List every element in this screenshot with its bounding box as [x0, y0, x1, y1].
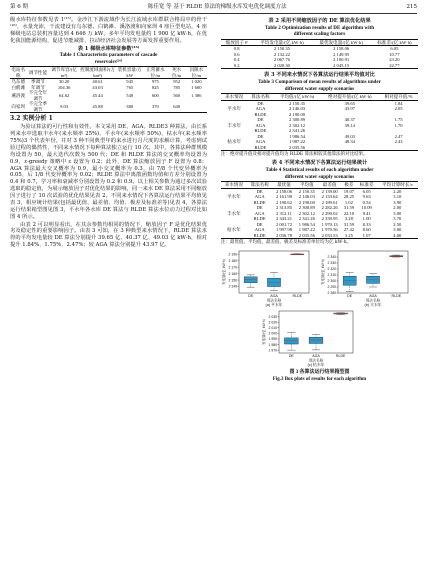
- table1-cell: 540: [126, 93, 134, 99]
- figure-3-boxplots: [221, 248, 418, 370]
- table4-header-1: 算法名称: [247, 182, 273, 189]
- y-tick-label: 1 990: [268, 337, 277, 342]
- table2-cell: 22.77: [371, 63, 418, 69]
- table3-cell: 2.43: [394, 139, 403, 145]
- table3-caption-en: Table 3 Comparison of mean results of algorithms under: [258, 79, 381, 86]
- table4-cell: 2 300.89: [298, 205, 315, 211]
- table3-cell: 2 035.56: [274, 145, 321, 151]
- table4-cell: 3.28: [344, 216, 353, 222]
- table2-cell: 2 067.76: [273, 57, 290, 63]
- table3-cell: 1.84: [394, 100, 403, 106]
- table2-cell: 10.77: [389, 51, 400, 57]
- table4-cell: 2 302.12: [298, 210, 315, 216]
- y-tick-label: 2 280: [327, 291, 336, 296]
- table2-cell: 0.6: [233, 51, 240, 57]
- table4-cell: 2 139.00: [321, 188, 338, 194]
- table1-cell: 9.03: [49, 101, 78, 113]
- table3-cell: 2.05: [394, 106, 403, 112]
- table4-cell: 2 033.53: [318, 233, 341, 239]
- table4-cell: DE: [256, 188, 263, 194]
- table3-cell: 2.47: [394, 133, 403, 139]
- panel-caption: (c) 枯水年: [307, 363, 325, 368]
- table4-cell: 1 970.56: [321, 227, 338, 233]
- table1-header-7: 汛限水位/m: [186, 67, 207, 79]
- table4-cell: 2 161.90: [275, 194, 293, 200]
- table1-cell: 1 020: [191, 79, 202, 85]
- y-tick-label: 2 300: [327, 279, 336, 284]
- y-tick-label: 2 020: [268, 320, 277, 325]
- page-number: 215: [406, 4, 417, 10]
- table3-cell: 49.03: [344, 133, 355, 139]
- issue-number: 第 6 期: [10, 4, 28, 10]
- table4-caption-en: Table 4 Statistical results of each algorithm under: [265, 167, 374, 174]
- x-axis-label: 算法名称: [266, 298, 282, 303]
- table4-cell: 2 190.62: [275, 199, 293, 205]
- table-row: [221, 63, 418, 69]
- table1-cell: [186, 101, 207, 113]
- table1-cell: 640: [168, 101, 186, 113]
- figure-caption-cn: 图 3 各算法运行结果箱型图: [289, 370, 350, 376]
- running-title: 陈佳宽 等 基于 RLDE 算法的梯级水库发电优化调度方法: [147, 4, 287, 10]
- table4-cell: 8.60: [362, 227, 371, 233]
- table4-cell: AGA: [254, 210, 265, 216]
- panel-caption: (a) 平水年: [265, 303, 283, 308]
- table3-cell: 2 302.12: [288, 122, 306, 128]
- paragraph-analysis: 由表 2 可以明显看出，在其余参数均相同的情况下，缩放因子 F 是优化结果优劣及稳定性的重要影响因子。由表 3 可知，在 3 种典型来水情况下，RLDE 算法求得的平均发电量较 DE 算法分别提升 39.65 亿、40.37 亿、49.03 亿 kW·h，相对提升 1.84%、1.75%、2.47%；较 AGA 算法分别提升 43.97 亿、: [10, 221, 207, 249]
- y-tick-label: 2 150: [228, 278, 237, 283]
- section-heading-3-2: 3.2 实例分析 1: [10, 115, 53, 123]
- table4-cell: 2.00: [393, 205, 402, 211]
- table4-cell: 2 282.26: [321, 205, 338, 211]
- table4-cell: DE: [256, 205, 263, 211]
- left-column: [10, 17, 207, 250]
- table4-header-2: 最优值: [273, 182, 296, 189]
- y-tick-label: 2 170: [228, 265, 237, 270]
- table1-cell: 不完全年调节: [28, 90, 48, 101]
- table4-cell: RLDE: [253, 199, 266, 205]
- table3-cell: 48.34: [344, 139, 355, 145]
- table4-cell: 4.00: [377, 233, 418, 239]
- table-row: [221, 233, 418, 239]
- table4-cell: 3.90: [393, 199, 402, 205]
- table1-cell: 白鹤滩: [11, 84, 26, 90]
- table2-cell: 6.05: [390, 46, 399, 52]
- table3-cell: 1 987.22: [288, 139, 306, 145]
- table4-cell: 枯水年: [226, 227, 241, 233]
- table4-cell: 平水年: [226, 194, 241, 200]
- table4-cell: 2 343.21: [275, 216, 293, 222]
- table4-cell: 2 158.06: [275, 188, 293, 194]
- table3-header-3: 绝对提升值/(亿 kW·h): [320, 94, 379, 101]
- table3-cell: 39.65: [344, 100, 355, 106]
- table1-cell: 64.62: [58, 93, 70, 99]
- table4-cell: 8.41: [362, 210, 371, 216]
- table3-header-0: 来水情况: [221, 94, 247, 101]
- table2-cell: 0.4: [233, 57, 240, 63]
- y-tick-label: 2 140: [228, 284, 237, 289]
- box-aga: [267, 278, 280, 286]
- table3-cell: DE: [257, 117, 264, 123]
- table3-cell: 2 146.03: [288, 106, 306, 112]
- table3-note: 注：绝对提升值及相对提升值均为 RLDE 算法相较其他算法的对比结果。: [221, 152, 368, 158]
- table4-cell: 2 290.02: [321, 210, 338, 216]
- table1-cell: 乌东德: [11, 79, 26, 85]
- y-axis-label: 发电量/(亿 kW·h): [222, 259, 226, 285]
- x-tick-label: AGA: [369, 294, 377, 299]
- table1-cell: 560: [173, 93, 181, 99]
- table4-cell: 22.10: [343, 210, 355, 216]
- table3-cell: DE: [257, 100, 264, 106]
- table3-cell: 枯水年: [227, 139, 242, 145]
- table4-cell: 1.07: [357, 233, 377, 239]
- table4-cell: 1 986.54: [298, 221, 315, 227]
- table3-cell: RLDE: [254, 111, 267, 117]
- paragraph-experiment: 为验证算法的可行性和有效性，本文采用 DE、AGA、RLDE3 种算法，由长系列来水中选取丰水年(来水频率 25%)、平水年(来水频率 50%)、枯水年(来水频率 75%)3 个代表年份，并对 3 种不同典型年的来水进行月尺度的求解计算，考虑到试验过程的偶然性，不同来水情况下每种算法独立运行 10 次。其中，各算法种群规模均设置为 50，最大迭代次数为 500 代；DE 和 RLDE 算法的交叉概率均设置为 0.9，ε-greedy 策略中 ε 设置为 0.2；此外，DE 算法缩放因子 F 设置为 0.8；AGA 算法最大交叉概率为 0.9，最小交叉概率为 0.3，由 7/8 个代变异概率为 0.05，后 1/8 代变异概率为 0.02；RLDE 算法中离散函数均值和方差分别设置为 0.4 和 0.7，学习率和衰减率分别设置为 0.2 和 0.9。以上相关参数为通过多次试验选取的稳定值，为展示缩放因子对优化结果的影响，同一来水 DE 算法采用不同缩放因子进行了 10 次试验的优化结果见表 2。不同来水情况下各算法运行结果平均值见表 3，相应统计结果(包括最优值、最差值、均值、极差及标准差等)见表 4，各算法运行结果箱型图见图 3，平水年各水库 DE 算法与 RLDE 算法水位动力过程对比如图 4 所示。: [10, 124, 207, 220]
- y-tick-label: 2 030: [268, 314, 277, 319]
- table4-cell: 27.42: [343, 227, 355, 233]
- table4-cell: 31.59: [343, 205, 355, 211]
- table3-caption-cn: 表 3 不同来水情况下各算法运行结果平均值对比: [264, 72, 375, 79]
- table3-cell: 2 190.00: [288, 111, 306, 117]
- y-tick-label: 2 180: [228, 258, 237, 263]
- table3-header-1: 算法名称: [247, 94, 273, 101]
- table4-cell: 6.05: [362, 188, 371, 194]
- x-tick-label: AGA: [270, 294, 278, 299]
- table1-cell: 952: [173, 79, 181, 85]
- table4-cell: AGA: [254, 227, 265, 233]
- table1-cell: 785: [173, 84, 181, 90]
- table4-header-3: 平均值: [295, 182, 318, 189]
- table4-cell: 2 341.26: [298, 216, 315, 222]
- table3-cell: 1.70: [394, 122, 403, 128]
- x-tick-label: DE: [288, 354, 294, 359]
- table4-cell: 丰水年: [226, 210, 241, 216]
- table3-cell: RLDE: [254, 128, 267, 134]
- table3-cell: RLDE: [247, 145, 273, 151]
- table4-note: 注：最优值、平均值、最差值、极差及标准差单位均为亿 kW·h。: [221, 240, 352, 246]
- table4-cell: [221, 233, 247, 239]
- table4-cell: 19.07: [343, 188, 355, 194]
- table4-cell: 2 189.61: [321, 199, 338, 205]
- table-row: [221, 145, 418, 151]
- table-row: [10, 101, 207, 113]
- table4-header-5: 极差: [341, 182, 357, 189]
- table1-cell: 945: [126, 79, 134, 85]
- table2-cell: 23.20: [389, 57, 400, 63]
- table4-cell: 2 339.95: [321, 216, 338, 222]
- table2-cell: 2 020.30: [252, 63, 311, 69]
- table1-cell: 104.36: [57, 84, 71, 90]
- table1-cell: 溪洛渡: [11, 93, 26, 99]
- table1-cell: 825: [151, 84, 159, 90]
- table1-cell: 600: [151, 93, 159, 99]
- table4-cell: DE: [256, 221, 263, 227]
- table4-cell: 28.25: [343, 194, 355, 200]
- table3-cell: 2 300.89: [288, 117, 306, 123]
- table1: [10, 66, 207, 113]
- x-tick-label: AGA: [312, 354, 320, 359]
- table1-cell: 45.88: [79, 101, 116, 113]
- y-axis-label: 发电量/(亿 kW·h): [262, 319, 266, 345]
- table1-cell: 不完全季调节: [26, 101, 49, 113]
- y-tick-label: 2 190: [228, 252, 237, 257]
- table1-header-1: 调节性能: [26, 67, 49, 79]
- plot-frame: [338, 251, 408, 293]
- table2-cell: 2 132.22: [273, 51, 290, 57]
- table4-cell: 3.00: [393, 227, 402, 233]
- table2-cell: 2 045.15: [312, 63, 371, 69]
- y-tick-label: 1 980: [268, 342, 277, 347]
- table2-caption-cn: 表 2 采用不同缩放因子的 DE 算法优化结果: [268, 18, 371, 24]
- table2-cell: 2 158.06: [333, 46, 350, 52]
- table1-cell: 1 386: [191, 93, 202, 99]
- table4-cell: 2 001.72: [275, 221, 293, 227]
- box-de: [244, 277, 257, 283]
- table3-cell: 1.75: [394, 117, 403, 123]
- table1-header-4: 装机容量/万 kW: [117, 67, 142, 78]
- table4-cell: 1 970.13: [321, 221, 338, 227]
- table4-cell: 31.59: [343, 221, 355, 227]
- table4-cell: 1.02: [344, 199, 353, 205]
- table1-caption-en-2: reservoirs⁽¹⁶⁾: [94, 58, 123, 65]
- table-row: [10, 90, 207, 101]
- paragraph-intro: 级水库特征参数见表 1⁽¹⁵⁾。金沙江下游流域作为长江流域水库群联合格局中的骨干⁽¹⁶⁾，水量充沛，干流建设有乌东德、白鹤滩、溪洛渡和向家坝 4 座巨型电站，4 座梯级电站总装机容量达到 4 646 万 kW，多年平均发电量约 1 900 亿 kW·h，在优化我国能源结构，促进节能减排、拉动经济社会发展等方面发挥重要作用。: [10, 17, 207, 44]
- figure-caption-en: Fig.3 Box plots of results for each algorithm: [272, 376, 367, 382]
- table4-cell: RLDE: [253, 216, 266, 222]
- y-tick-label: 2 000: [268, 331, 277, 336]
- table1-cell: 975: [151, 79, 159, 85]
- table2-caption-en-2: different scaling factors: [293, 31, 346, 38]
- table4-cell: 2 313.85: [275, 205, 293, 211]
- table2-cell: 2 100.91: [333, 57, 350, 63]
- table1-caption-en: Table 1 Characteristic parameters of cascade: [59, 52, 158, 59]
- table2: [221, 39, 418, 70]
- table2-cell: 0.2: [221, 63, 252, 69]
- table4-cell: 2 150.35: [298, 188, 315, 194]
- table2-cell: 2 150.35: [273, 46, 290, 52]
- table4-cell: 3.25: [341, 233, 357, 239]
- table1-cell: 向家坝: [10, 101, 26, 113]
- table4-cell: 2 035.56: [295, 233, 318, 239]
- y-tick-label: 2 160: [228, 271, 237, 276]
- boxplot-svg: [221, 248, 418, 370]
- x-tick-label: RLDE: [292, 294, 303, 299]
- table1-header-2: 调节库容/(亿 m³): [51, 67, 78, 78]
- table2-cell: 2 149.95: [333, 51, 350, 57]
- right-column: [221, 17, 418, 383]
- table3-cell: [320, 145, 379, 151]
- table4-cell: AGA: [254, 194, 265, 200]
- table3-cell: [379, 145, 418, 151]
- table2-caption-en: Table 2 Optimization results of DE algorithm with: [264, 24, 375, 31]
- plot-frame: [279, 311, 353, 353]
- table2-header-3: 标准差/(亿 kW·h): [371, 39, 418, 46]
- table1-cell: 1 600: [191, 84, 202, 90]
- panel-caption: (b) 丰水年: [364, 303, 382, 308]
- table2-header-2: 最优发电量/(亿 kW·h): [312, 39, 371, 46]
- table3-cell: 1 986.54: [288, 133, 306, 139]
- table3-cell: DE: [257, 133, 264, 139]
- table4-header-4: 最差值: [318, 182, 341, 189]
- table4-cell: 3.70: [393, 216, 402, 222]
- table4-cell: 2 133.64: [321, 194, 338, 200]
- table4-cell: 1 987.22: [298, 227, 315, 233]
- table4-cell: 2 146.03: [298, 194, 315, 200]
- y-tick-label: 2 010: [268, 326, 277, 331]
- table1-caption-cn: 表 1 梯级水库特征参数⁽¹⁶⁾: [77, 45, 140, 52]
- table3-header-2: 平均值/(亿 kW·h): [274, 94, 321, 101]
- table4-cell: 8.33: [362, 221, 371, 227]
- table1-cell: 43.03: [92, 84, 103, 90]
- table2-header-0: 缩放因子 F: [221, 39, 252, 46]
- x-tick-label: DE: [347, 294, 353, 299]
- x-axis-label: 算法名称: [365, 298, 381, 303]
- table4-cell: 1 997.98: [275, 227, 293, 233]
- table3-cell: 40.37: [344, 117, 355, 123]
- table3-header-4: 相对提升值/%: [379, 94, 418, 101]
- y-tick-label: 2 310: [327, 273, 336, 278]
- table4-caption-en-2: different water supply scenarios: [284, 173, 355, 180]
- table2-header-1: 平均发电量/(亿 kW·h): [252, 39, 311, 46]
- table4-caption-cn: 表 4 不同来水情况下各算法运行结果统计: [271, 160, 368, 167]
- table1-cell: 380: [116, 101, 143, 113]
- table3-cell: 43.97: [344, 106, 355, 112]
- y-tick-label: 2 320: [327, 267, 336, 272]
- y-tick-label: 1 970: [268, 348, 277, 353]
- table4-cell: RLDE: [247, 233, 273, 239]
- y-axis-label: 发电量/(亿 kW·h): [321, 259, 325, 285]
- y-tick-label: 2 330: [327, 261, 336, 266]
- table4-cell: 2 312.11: [276, 210, 292, 216]
- table3-cell: [221, 145, 247, 151]
- x-tick-label: DE: [248, 294, 254, 299]
- running-header: [10, 4, 417, 14]
- table1-header-3: 控制流域面积/(万 km²): [80, 67, 116, 78]
- table1-cell: 45.44: [92, 93, 103, 99]
- table4-header-7: 平均计算时长/s: [377, 182, 418, 189]
- table3-cell: AGA: [255, 139, 266, 145]
- table1-cell: 765: [126, 84, 134, 90]
- table3-cell: 丰水年: [227, 122, 242, 128]
- table3-cell: AGA: [255, 106, 266, 112]
- table4-cell: 9.63: [362, 194, 371, 200]
- table3: [221, 93, 418, 151]
- table1-cell: 30.20: [58, 79, 70, 85]
- table4-cell: 2 190.00: [298, 199, 315, 205]
- table4: [221, 181, 418, 239]
- table1-header-5: 正常蓄水位/m: [143, 67, 168, 79]
- table3-cell: AGA: [255, 122, 266, 128]
- table2-cell: 0.8: [233, 46, 240, 52]
- table3-caption-en-2: different water supply scenarios: [284, 85, 355, 92]
- table4-cell: 2.50: [393, 221, 402, 227]
- table3-cell: 39.14: [344, 122, 355, 128]
- x-axis-label: 算法名称: [308, 358, 324, 363]
- table4-cell: 1.00: [362, 216, 371, 222]
- table4-header-6: 标准差: [357, 182, 377, 189]
- table4-cell: 10.09: [361, 205, 372, 211]
- y-tick-label: 2 290: [327, 285, 336, 290]
- table4-cell: 0.54: [362, 199, 371, 205]
- x-tick-label: RLDE: [391, 294, 402, 299]
- x-tick-label: RLDE: [335, 354, 346, 359]
- table1-cell: 季调节: [31, 79, 45, 85]
- table3-cell: 平水年: [227, 106, 242, 112]
- table4-cell: 2.20: [393, 188, 402, 194]
- table1-cell: 370: [143, 101, 168, 113]
- table1-header-6: 死水位/m: [168, 67, 186, 79]
- box-de: [343, 276, 356, 285]
- table4-header-0: 来水情况: [221, 182, 247, 189]
- table1-cell: 年调节: [31, 84, 45, 90]
- table4-cell: 2 036.78: [273, 233, 296, 239]
- table1-cell: 40.61: [92, 79, 103, 85]
- y-tick-label: 2 340: [327, 255, 336, 260]
- table4-cell: 3.10: [393, 194, 402, 200]
- table4-cell: 3.00: [393, 210, 402, 216]
- table3-cell: 2 341.26: [288, 128, 306, 134]
- table3-cell: 2 150.35: [288, 100, 306, 106]
- table1-header-0: 电站名称: [11, 67, 26, 78]
